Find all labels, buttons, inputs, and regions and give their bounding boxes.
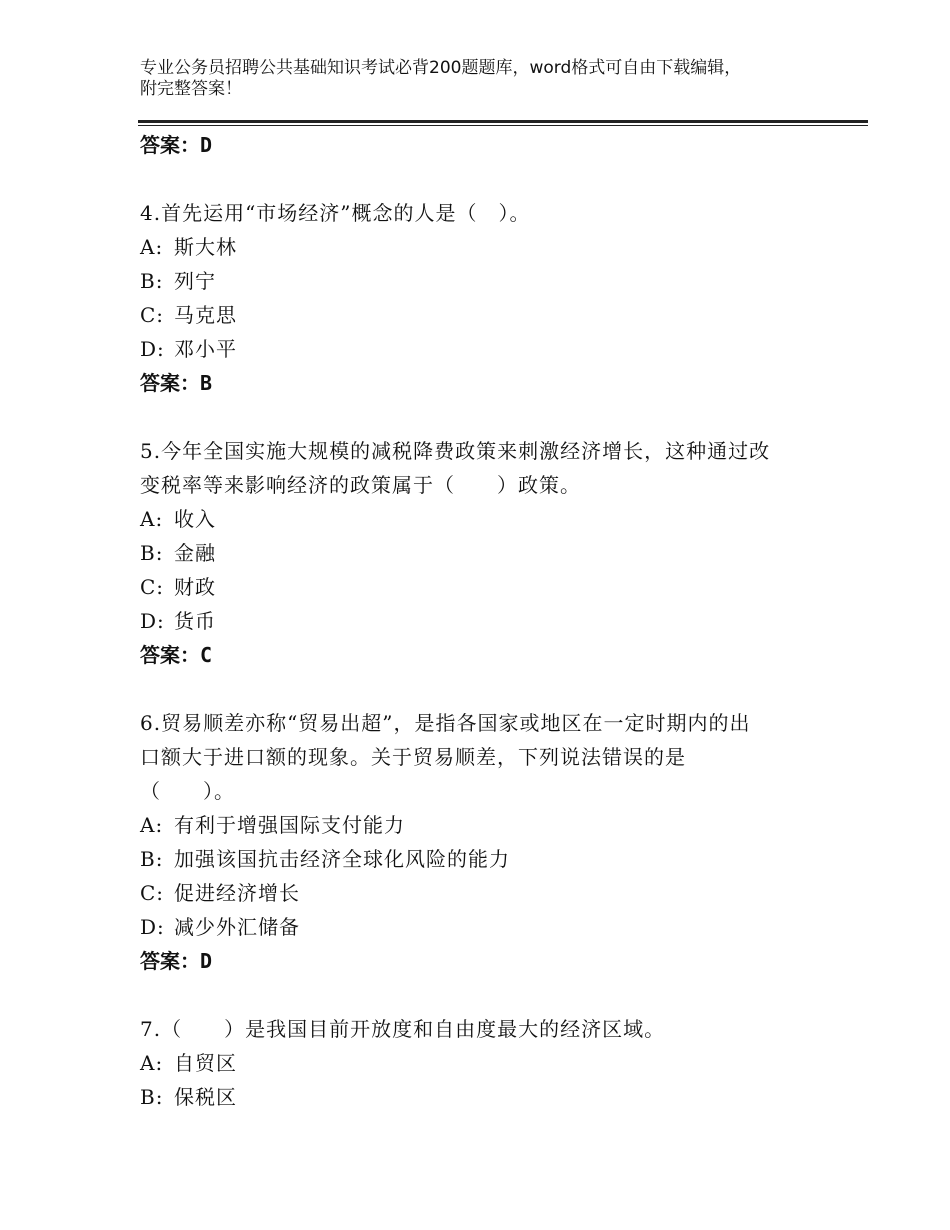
- answer-label: 答案：: [140, 949, 200, 973]
- option-text: 斯大林: [174, 235, 237, 259]
- option-c: [140, 876, 820, 910]
- option-text: 列宁: [174, 269, 216, 293]
- option-a: [140, 230, 820, 264]
- option-key: B:: [140, 1085, 164, 1109]
- question-stem-line-1: 5.今年全国实施大规模的减税降费政策来刺激经济增长，这种通过改: [140, 439, 771, 463]
- option-text: 促进经济增长: [174, 881, 300, 905]
- header-line-1: 专业公务员招聘公共基础知识考试必背200题题库，word格式可自由下载编辑，: [140, 58, 742, 78]
- answer-q3: [140, 128, 820, 162]
- option-key: A:: [140, 235, 164, 259]
- option-key: A:: [140, 813, 164, 837]
- option-b: [140, 1080, 820, 1114]
- option-text: 马克思: [174, 303, 237, 327]
- option-a: [140, 1046, 820, 1080]
- option-text: 减少外汇储备: [174, 915, 300, 939]
- option-key: D:: [140, 337, 165, 361]
- question-stem-line-2: 口额大于进口额的现象。关于贸易顺差，下列说法错误的是: [140, 745, 686, 769]
- option-key: A:: [140, 507, 164, 531]
- question-6: [140, 706, 820, 978]
- option-d: [140, 332, 820, 366]
- option-d: [140, 604, 820, 638]
- option-d: [140, 910, 820, 944]
- option-text: 邓小平: [174, 337, 237, 361]
- question-stem: 4.首先运用“市场经济”概念的人是（ ）。: [140, 201, 531, 225]
- option-text: 收入: [174, 507, 216, 531]
- answer-q4: [140, 366, 820, 400]
- answer-label: 答案：: [140, 371, 200, 395]
- answer-label: 答案：: [140, 133, 200, 157]
- option-text: 货币: [174, 609, 216, 633]
- option-c: [140, 298, 820, 332]
- answer-value: D: [200, 133, 213, 157]
- question-7: [140, 1012, 820, 1114]
- option-c: [140, 570, 820, 604]
- option-text: 自贸区: [174, 1051, 237, 1075]
- option-key: D:: [140, 609, 165, 633]
- question-5: [140, 434, 820, 672]
- option-key: D:: [140, 915, 165, 939]
- question-stem-line-2: 变税率等来影响经济的政策属于（ ）政策。: [140, 473, 581, 497]
- answer-value: D: [200, 949, 213, 973]
- option-key: B:: [140, 541, 164, 565]
- header-divider-thick: [138, 120, 868, 123]
- option-key: B:: [140, 847, 164, 871]
- option-key: A:: [140, 1051, 164, 1075]
- answer-value: B: [200, 371, 213, 395]
- question-stem: 7.（ ）是我国目前开放度和自由度最大的经济区域。: [140, 1017, 666, 1041]
- option-b: [140, 536, 820, 570]
- document-header: [140, 58, 830, 100]
- question-4: [140, 196, 820, 400]
- header-line-2: 附完整答案！: [140, 79, 242, 99]
- option-text: 保税区: [174, 1085, 237, 1109]
- option-text: 加强该国抗击经济全球化风险的能力: [174, 847, 510, 871]
- option-text: 金融: [174, 541, 216, 565]
- option-b: [140, 842, 820, 876]
- option-text: 有利于增强国际支付能力: [174, 813, 405, 837]
- option-key: C:: [140, 881, 165, 905]
- option-a: [140, 808, 820, 842]
- option-key: B:: [140, 269, 164, 293]
- option-b: [140, 264, 820, 298]
- option-key: C:: [140, 303, 165, 327]
- answer-q6: [140, 944, 820, 978]
- answer-q5: [140, 638, 820, 672]
- answer-label: 答案：: [140, 643, 200, 667]
- option-text: 财政: [174, 575, 216, 599]
- option-a: [140, 502, 820, 536]
- header-divider-thin: [138, 125, 868, 126]
- question-stem-line-3: （ ）。: [140, 779, 235, 803]
- question-stem-line-1: 6.贸易顺差亦称“贸易出超”，是指各国家或地区在一定时期内的出: [140, 711, 751, 735]
- answer-value: C: [200, 643, 213, 667]
- option-key: C:: [140, 575, 165, 599]
- question-list: [140, 128, 820, 1114]
